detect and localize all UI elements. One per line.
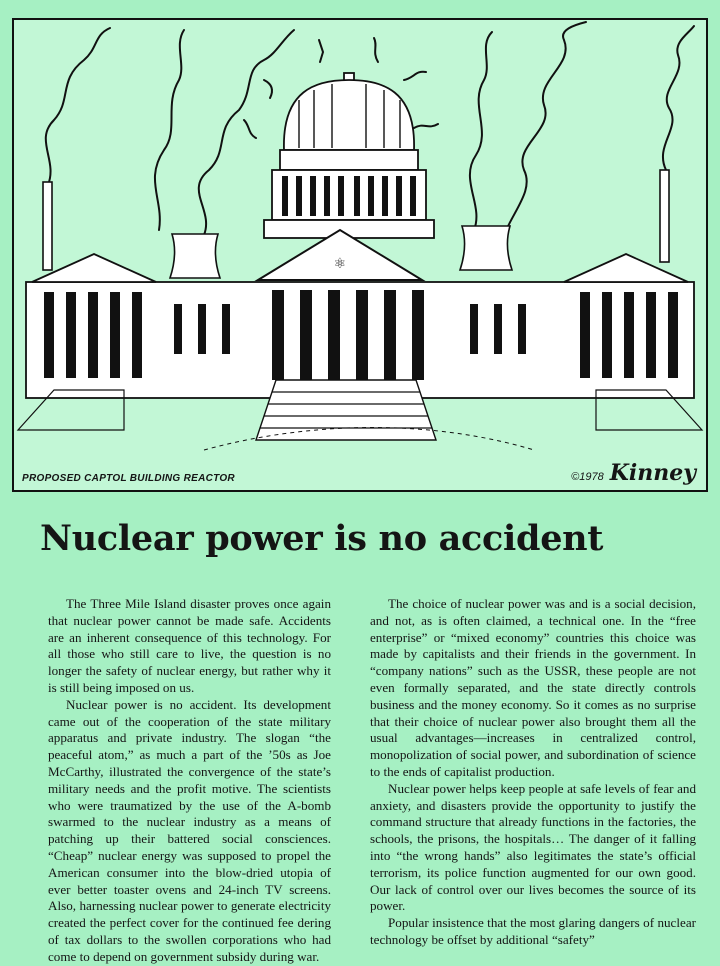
copyright-year: ©1978: [571, 471, 604, 483]
paragraph: The Three Mile Island disaster proves once again that nuclear power cannot be made safe. Accidents are an inherent consequence of this technology. For all those who still care to live, the question is no longer the safety of nuclear energy, but rather why it is still being imposed on us.: [48, 596, 331, 695]
smoke-plume-far-right: [470, 32, 492, 230]
artist-signature: Kinney: [609, 460, 696, 486]
paragraph: Nuclear power helps keep people at safe levels of fear and anxiety, and disasters provide the opportunity to justify the command structure that already functions in the factories, the schools, the prisons, the hospitals… The danger of it falling into “the wrong hands” also legitimates the state’s official terrorism, its police function augmented for our own good. Our lack of control over our lives becomes the source of its power.: [370, 780, 696, 914]
cartoon-caption: PROPOSED CAPTOL BUILDING REACTOR: [22, 473, 235, 484]
cartoon-signature: [571, 460, 696, 486]
smoke-plume-far-left: [155, 30, 184, 230]
smokestack-right: [660, 170, 669, 262]
article-headline: Nuclear power is no accident: [40, 518, 604, 559]
smoke-plume-center-right: [504, 22, 586, 235]
pediment-label: ⚛: [333, 256, 347, 272]
smokestack-left: [43, 182, 52, 270]
paragraph: Popular insistence that the most glaring dangers of nuclear technology be offset by additional “safety”: [370, 915, 696, 947]
smoke-plume-left: [46, 28, 110, 185]
capitol-dome: [264, 73, 434, 238]
cooling-tower-left: [170, 234, 220, 278]
article-column-left: [48, 596, 331, 966]
cooling-tower-right: [460, 226, 512, 270]
capitol-reactor-cartoon: [12, 18, 708, 492]
central-stairs: [256, 380, 436, 440]
cartoon-drawing: [14, 20, 706, 490]
smoke-plume-right: [663, 26, 694, 170]
paragraph: The choice of nuclear power was and is a social decision, and not, as is often claimed, a technical one. In the “free enterprise” or “mixed economy” countries this choice was made by capitalists and their friends in the government. In “company nations” such as the USSR, these people are not even formally separated, and the state directly controls business and the money economy. So it comes as no surprise that their choice of nuclear power also brought them all the usual advantages—increases in centralized control, monopolization of social power, and subordination of science to the ends of capitalist production.: [370, 596, 696, 779]
paragraph: Nuclear power is no accident. Its development came out of the cooperation of the state military apparatus and private industry. The slogan “the peaceful atom,” as much a part of the ’50s as Joe McCarthy, illustrated the convergence of the state’s military needs and the profit motive. The scientists who were traumatized by the use of the A-bomb swarmed to the nuclear industry as a means of patching up their battered social consciences. “Cheap” nuclear energy was supposed to propel the American consumer into the blow-dried utopia of ever better toaster ovens and 24-inch TV screens. Also, harnessing nuclear power to generate electricity created the perfect cover for the continued fee dering of tax dollars to the swollen corporations who had come to depend on government subsidy during war.: [48, 696, 331, 964]
article-column-right: [370, 596, 696, 949]
